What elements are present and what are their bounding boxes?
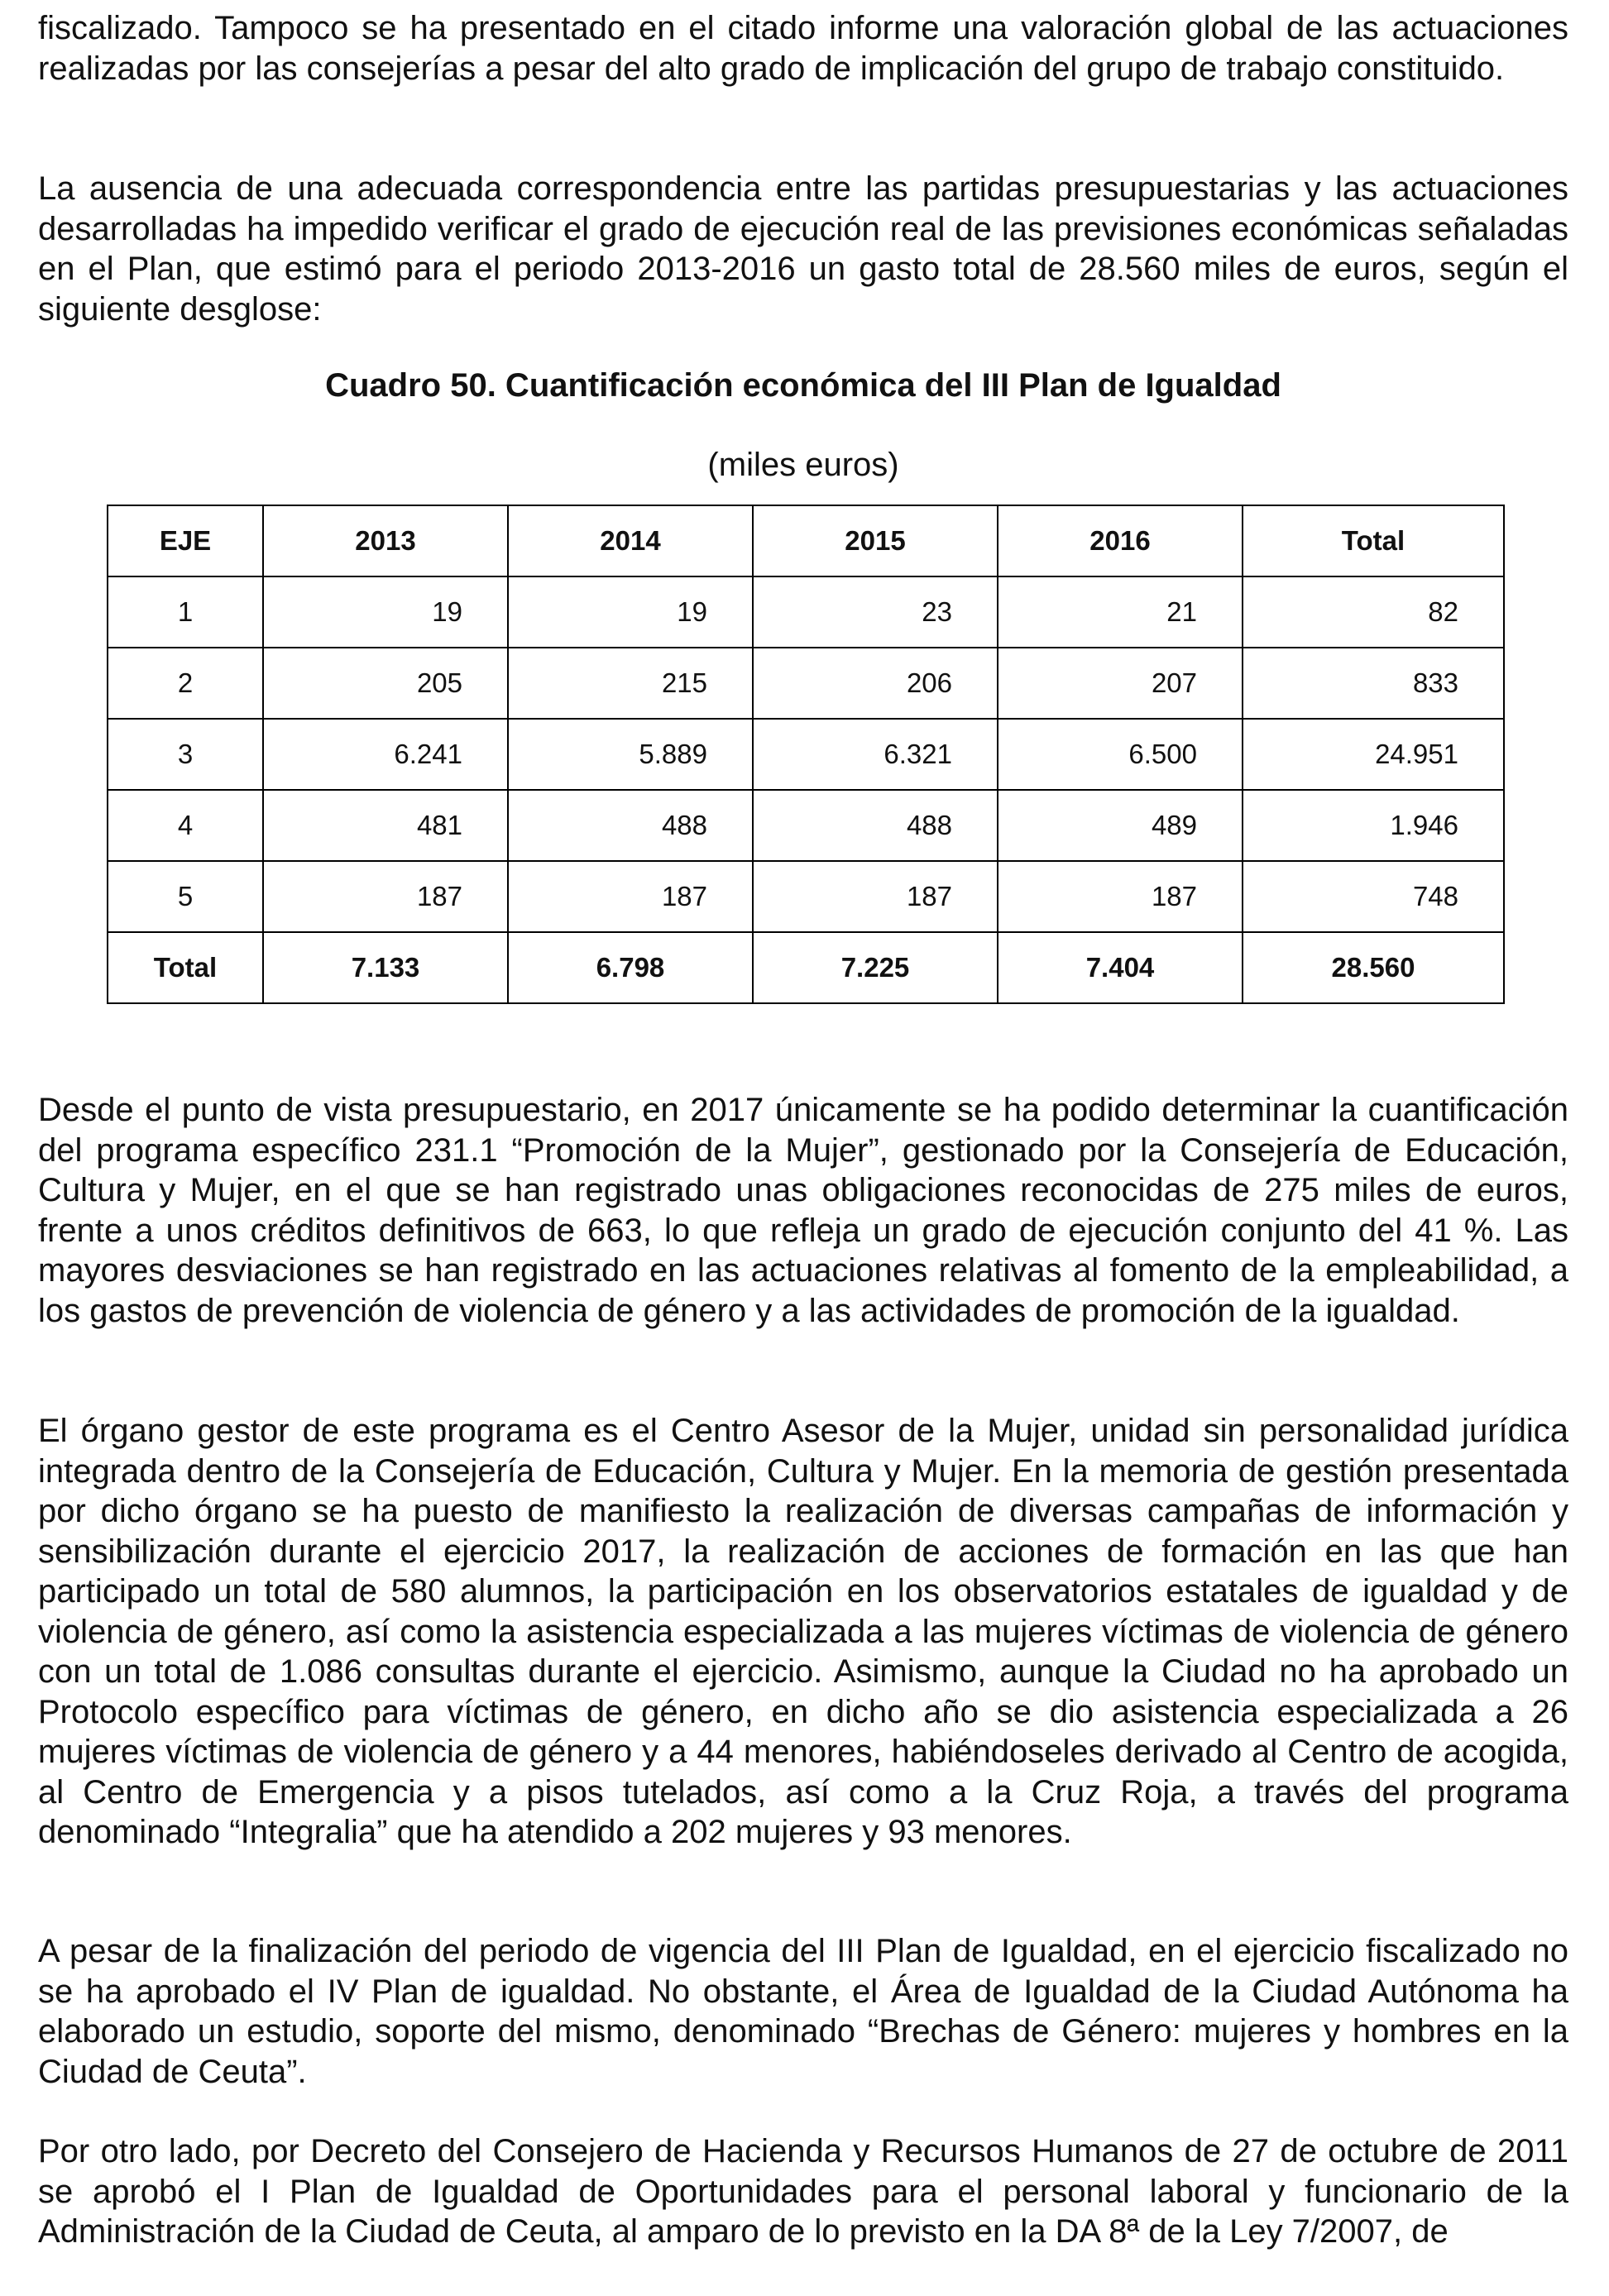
cell-total: 82	[1243, 576, 1504, 648]
cell-value: 6.500	[998, 719, 1243, 790]
cell-value: 215	[508, 648, 753, 719]
cell-value: 6.321	[753, 719, 998, 790]
cell-eje: 3	[108, 719, 263, 790]
header-2016: 2016	[998, 505, 1243, 576]
cell-value: 488	[753, 790, 998, 861]
cell-eje: 1	[108, 576, 263, 648]
paragraph-6: Por otro lado, por Decreto del Consejero de Hacienda y Recursos Humanos de 27 de octubre de 2011 se aprobó el I Plan de Igualdad de Oportunidades para el personal laboral y funcionario de la Administración de la Ciudad de Ceuta, al amparo de lo previsto en la DA 8ª de la Ley 7/2007, de	[38, 2133, 1568, 2250]
cell-value: 488	[508, 790, 753, 861]
cell-value: 19	[508, 576, 753, 648]
cell-value: 187	[508, 861, 753, 932]
cell-value: 19	[263, 576, 508, 648]
cell-value: 5.889	[508, 719, 753, 790]
table-row	[108, 576, 1504, 648]
paragraph-3: Desde el punto de vista presupuestario, en 2017 únicamente se ha podido determinar la cuantificación del programa específico 231.1 “Promoción de la Mujer”, gestionado por la Consejería de Educación, Cultura y Mujer, en el que se han registrado unas obligaciones reconocidas de 275 miles de euros, frente a unos créditos definitivos de 663, lo que refleja un grado de ejecución conjunto del 41 %. Las mayores desviaciones se han registrado en las actuaciones relativas al fomento de la empleabilidad, a los gastos de prevención de violencia de género y a las actividades de promoción de la igualdad.	[38, 1092, 1568, 1329]
cell-eje: 4	[108, 790, 263, 861]
table-row	[108, 719, 1504, 790]
cell-value: 207	[998, 648, 1243, 719]
cell-value: 187	[263, 861, 508, 932]
paragraph-2: La ausencia de una adecuada correspondencia entre las partidas presupuestarias y las actuaciones desarrolladas ha impedido verificar el grado de ejecución real de las previsiones económicas señaladas en el Plan, que estimó para el periodo 2013-2016 un gasto total de 28.560 miles de euros, según el siguiente desglose:	[38, 170, 1568, 328]
header-2013: 2013	[263, 505, 508, 576]
cell-total-value: 7.225	[753, 932, 998, 1003]
paragraph-5: A pesar de la finalización del periodo de vigencia del III Plan de Igualdad, en el ejercicio fiscalizado no se ha aprobado el IV Plan de igualdad. No obstante, el Área de Igualdad de la Ciudad Autónoma ha elaborado un estudio, soporte del mismo, denominado “Brechas de Género: mujeres y hombres en la Ciudad de Ceuta”.	[38, 1933, 1568, 2090]
table-row	[108, 648, 1504, 719]
table-total-row	[108, 932, 1504, 1003]
table-units: (miles euros)	[707, 447, 899, 483]
table-row	[108, 790, 1504, 861]
budget-table	[107, 505, 1505, 1004]
cell-total: 24.951	[1243, 719, 1504, 790]
header-2015: 2015	[753, 505, 998, 576]
cell-total: 1.946	[1243, 790, 1504, 861]
cell-total: 833	[1243, 648, 1504, 719]
cell-value: 23	[753, 576, 998, 648]
cell-grand-total: 28.560	[1243, 932, 1504, 1003]
cell-total-value: 6.798	[508, 932, 753, 1003]
cell-value: 206	[753, 648, 998, 719]
cell-eje: 5	[108, 861, 263, 932]
table-header-row	[108, 505, 1504, 576]
paragraph-1: fiscalizado. Tampoco se ha presentado en el citado informe una valoración global de las actuaciones realizadas por las consejerías a pesar del alto grado de implicación del grupo de trabajo constituido.	[38, 10, 1568, 87]
header-total: Total	[1243, 505, 1504, 576]
table-title: Cuadro 50. Cuantificación económica del III Plan de Igualdad	[325, 367, 1281, 404]
cell-value: 187	[753, 861, 998, 932]
cell-value: 6.241	[263, 719, 508, 790]
paragraph-4: El órgano gestor de este programa es el Centro Asesor de la Mujer, unidad sin personalidad jurídica integrada dentro de la Consejería de Educación, Cultura y Mujer. En la memoria de gestión presentada por dicho órgano se ha puesto de manifiesto la realización de diversas campañas de información y sensibilización durante el ejercicio 2017, la realización de acciones de formación en las que han participado un total de 580 alumnos, la participación en los observatorios estatales de igualdad y de violencia de género, así como la asistencia especializada a las mujeres víctimas de violencia de género con un total de 1.086 consultas durante el ejercicio. Asimismo, aunque la Ciudad no ha aprobado un Protocolo específico para víctimas de género, en dicho año se dio asistencia especializada a 26 mujeres víctimas de violencia de género y a 44 menores, habiéndoseles derivado al Centro de acogida, al Centro de Emergencia y a pisos tutelados, así como a la Cruz Roja, a través del programa denominado “Integralia” que ha atendido a 202 mujeres y 93 menores.	[38, 1413, 1568, 1850]
cell-eje: 2	[108, 648, 263, 719]
header-eje: EJE	[108, 505, 263, 576]
cell-value: 205	[263, 648, 508, 719]
cell-total: 748	[1243, 861, 1504, 932]
cell-value: 187	[998, 861, 1243, 932]
table-row	[108, 861, 1504, 932]
cell-total-value: 7.404	[998, 932, 1243, 1003]
header-2014: 2014	[508, 505, 753, 576]
cell-total-label: Total	[108, 932, 263, 1003]
cell-value: 21	[998, 576, 1243, 648]
cell-total-value: 7.133	[263, 932, 508, 1003]
cell-value: 481	[263, 790, 508, 861]
cell-value: 489	[998, 790, 1243, 861]
